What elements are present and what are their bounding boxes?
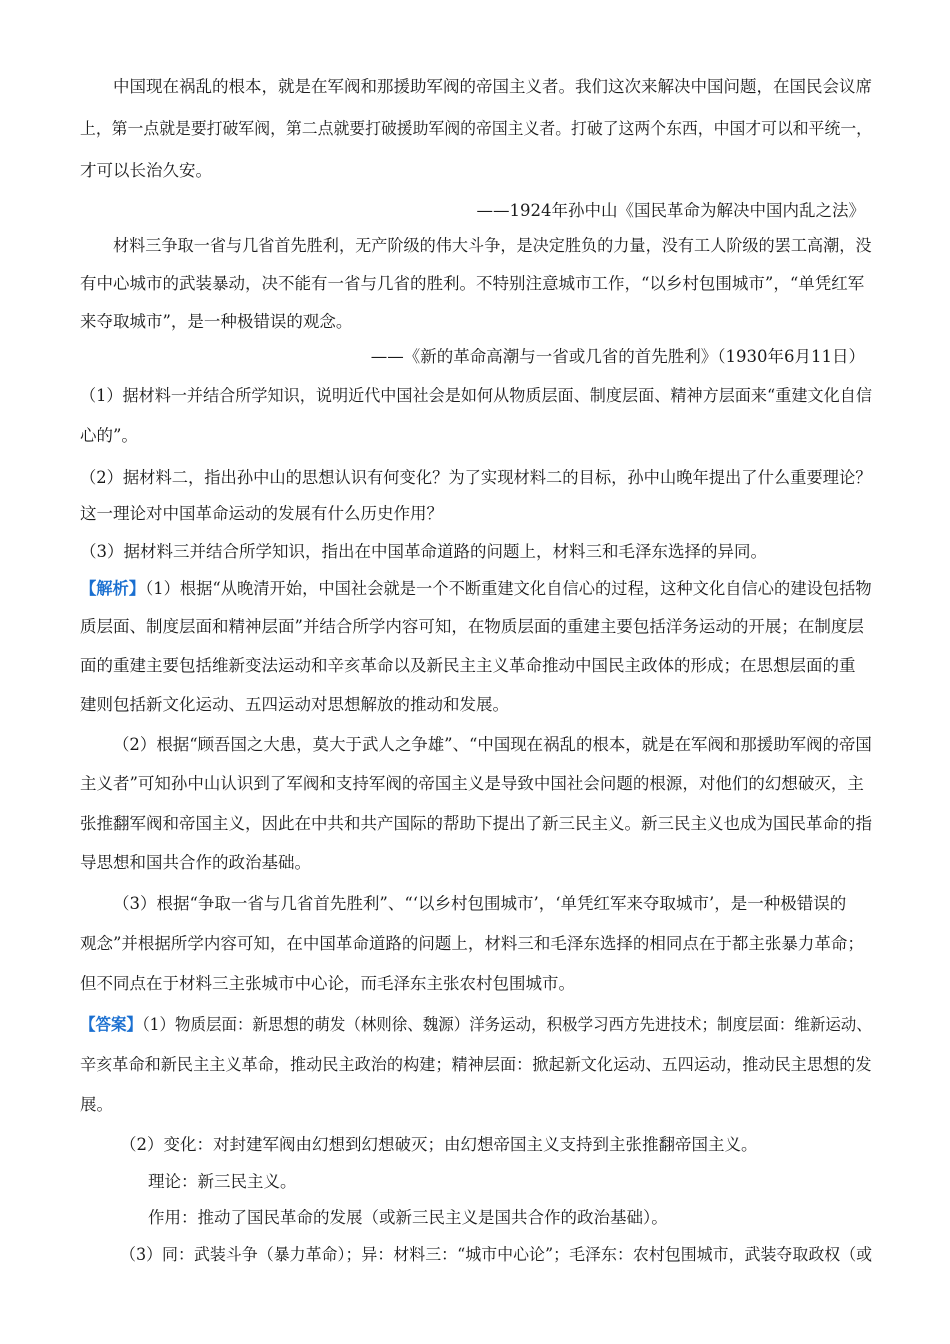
analysis-3-line-3: 但不同点在于材料三主张城市中心论，而毛泽东主张农村包围城市。 <box>80 974 575 993</box>
material3-line-1: 材料三争取一省与几省首先胜利，无产阶级的伟大斗争，是决定胜负的力量，没有工人阶级的罢工高潮，没 <box>113 236 872 255</box>
answer-tag: 【答案】 <box>80 1015 142 1034</box>
analysis-2-line-2: 主义者”可知孙中山认识到了军阀和支持军阀的帝国主义是导致中国社会问题的根源，对他们的幻想破灭，主 <box>80 774 864 793</box>
answer-line-1 <box>80 1013 872 1037</box>
material2-line-2: 上，第一点就是要打破军阀，第二点就要打破援助军阀的帝国主义者。打破了这两个东西，中国才可以和平统一， <box>80 119 872 138</box>
material3-line-2: 有中心城市的武装暴动，决不能有一省与几省的胜利。不特别注意城市工作，“以乡村包围城市”，“单凭红军 <box>80 274 865 293</box>
material3-line-3: 来夺取城市”，是一种极错误的观念。 <box>80 312 353 331</box>
material2-line-1: 中国现在祸乱的根本，就是在军阀和那援助军阀的帝国主义者。我们这次来解决中国问题，在国民会议席 <box>113 77 872 96</box>
analysis-line-4: 建则包括新文化运动、五四运动对思想解放的推动和发展。 <box>80 695 509 714</box>
question-2-line-1: （2）据材料二，指出孙中山的思想认识有何变化？为了实现材料二的目标，孙中山晚年提出了什么重要理论？ <box>80 468 872 487</box>
analysis-3-line-2: 观念”并根据所学内容可知，在中国革命道路的问题上，材料三和毛泽东选择的相同点在于都主张暴力革命； <box>80 934 864 953</box>
question-1-line-2: 心的”。 <box>80 426 138 445</box>
question-3: （3）据材料三并结合所学知识，指出在中国革命道路的问题上，材料三和毛泽东选择的异同。 <box>80 542 767 561</box>
material2-source: ——1924年孙中山《国民革命为解决中国内乱之法》 <box>476 201 865 220</box>
analysis-tag: 【解析】 <box>80 579 146 598</box>
analysis-line-3: 面的重建主要包括维新变法运动和辛亥革命以及新民主主义革命推动中国民主政体的形成；在思想层面的重 <box>80 656 856 675</box>
analysis-line-1 <box>80 577 872 601</box>
material2-line-3: 才可以长治久安。 <box>80 161 212 180</box>
analysis-2-line-4: 导思想和国共合作的政治基础。 <box>80 853 311 872</box>
material3-source: ——《新的革命高潮与一省或几省的首先胜利》（1930年6月11日） <box>370 347 865 366</box>
answer-2-change: （2）变化：对封建军阀由幻想到幻想破灭；由幻想帝国主义支持到主张推翻帝国主义。 <box>120 1135 758 1154</box>
analysis-3-line-1: （3）根据“争取一省与几省首先胜利”、“‘以乡村包围城市’，‘单凭红军来夺取城市’，是一种极错误的 <box>113 894 847 913</box>
answer-2-theory: 理论：新三民主义。 <box>148 1172 297 1191</box>
question-2-line-2: 这一理论对中国革命运动的发展有什么历史作用？ <box>80 504 443 523</box>
answer-1-text: （1）物质层面：新思想的萌发（林则徐、魏源）洋务运动，积极学习西方先进技术；制度层面：维新运动、 <box>141 1015 872 1034</box>
answer-3-line-1: （3）同：武装斗争（暴力革命）；异：材料三：“城市中心论”；毛泽东：农村包围城市，武装夺取政权（或 <box>120 1245 873 1264</box>
analysis-line-2: 质层面、制度层面和精神层面”并结合所学内容可知，在物质层面的重建主要包括洋务运动的开展；在制度层 <box>80 617 864 636</box>
analysis-1-text: （1）根据“从晚清开始，中国社会就是一个不断重建文化自信心的过程，这种文化自信心的建设包括物 <box>145 579 872 598</box>
question-1-line-1: （1）据材料一并结合所学知识，说明近代中国社会是如何从物质层面、制度层面、精神方层面来“重建文化自信 <box>80 386 872 405</box>
analysis-2-line-1: （2）根据“顾吾国之大患，莫大于武人之争雄”、“中国现在祸乱的根本，就是在军阀和那援助军阀的帝国 <box>113 735 872 754</box>
answer-2-effect: 作用：推动了国民革命的发展（或新三民主义是国共合作的政治基础）。 <box>148 1208 668 1227</box>
answer-line-3: 展。 <box>80 1095 113 1114</box>
answer-line-2: 辛亥革命和新民主主义革命，推动民主政治的构建；精神层面：掀起新文化运动、五四运动，推动民主思想的发 <box>80 1055 872 1074</box>
analysis-2-line-3: 张推翻军阀和帝国主义，因此在中共和共产国际的帮助下提出了新三民主义。新三民主义也成为国民革命的指 <box>80 814 872 833</box>
